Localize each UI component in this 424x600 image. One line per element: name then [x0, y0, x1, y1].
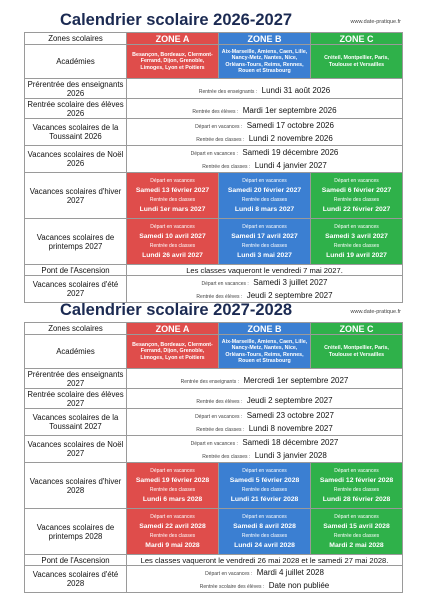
noel-label: Vacances scolaires de Noël 2026: [25, 146, 127, 173]
zone-c-header: ZONE C: [311, 323, 403, 335]
prerentree-value: [127, 79, 403, 99]
noel-value: [127, 436, 403, 463]
printemps-zone-a-rentree-caption: Rentrée des classes: [149, 242, 196, 249]
toussaint-depart-caption: Départ en vacances :: [195, 124, 243, 130]
zone-c-header: ZONE C: [311, 33, 403, 45]
zones-row: [25, 33, 403, 45]
printemps-label: Vacances scolaires de printemps 2027: [25, 219, 127, 265]
hiver-zone-b-depart-date: Samedi 20 février 2027: [227, 186, 302, 194]
toussaint-rentree-caption: Rentrée des classes :: [196, 137, 245, 143]
hiver-label: Vacances scolaires d'hiver 2028: [25, 463, 127, 509]
printemps-zone-c-rentree-date: Lundi 19 avril 2027: [326, 251, 387, 259]
hiver-label: Vacances scolaires d'hiver 2027: [25, 173, 127, 219]
ete-rentree-date: Jeudi 2 septembre 2027: [246, 291, 333, 300]
printemps-zone-c-depart-caption: Départ en vacances: [334, 513, 379, 520]
toussaint-depart-caption: Départ en vacances :: [195, 414, 243, 420]
ete-value: [127, 276, 403, 303]
printemps-zone-c-rentree-date: Mardi 2 mai 2028: [329, 541, 384, 549]
zone-b-academies: Aix-Marseille, Amiens, Caen, Lille, Nancy-Metz, Nantes, Nice, Orléans-Tours, Reims, Rennes, Rouen et Strasbourg: [219, 335, 311, 369]
zone-c-academies: Créteil, Montpellier, Paris, Toulouse et Versailles: [311, 335, 403, 369]
ascension-row: [25, 265, 403, 276]
prerentree-row: [25, 79, 403, 99]
hiver-zone-a-rentree-date: Lundi 1er mars 2027: [139, 205, 206, 213]
printemps-row: [25, 509, 403, 555]
prerentree-label: Prérentrée des enseignants 2027: [25, 369, 127, 389]
zone-b-header: ZONE B: [219, 323, 311, 335]
toussaint-depart-date: Samedi 17 octobre 2026: [246, 121, 334, 130]
site-url: www.date-pratique.fr: [350, 309, 401, 315]
rentree-label: Rentrée scolaire des élèves 2027: [25, 389, 127, 409]
hiver-zone-b-depart-date: Samedi 5 février 2028: [229, 476, 300, 484]
zones-row: [25, 323, 403, 335]
toussaint-value: [127, 119, 403, 146]
printemps-zone-c-rentree-caption: Rentrée des classes: [333, 532, 380, 539]
zone-b-academies: Aix-Marseille, Amiens, Caen, Lille, Nancy-Metz, Nantes, Nice, Orléans-Tours, Reims, Rennes, Rouen et Strasbourg: [219, 45, 311, 79]
prerentree-row: [25, 369, 403, 389]
hiver-zone-c: [311, 173, 403, 219]
printemps-zone-b-depart-caption: Départ en vacances: [242, 223, 287, 230]
rentree-row: [25, 389, 403, 409]
hiver-zone-b-rentree-caption: Rentrée des classes: [241, 196, 288, 203]
prerentree-date: Mercredi 1er septembre 2027: [243, 375, 349, 385]
printemps-zone-a: [127, 509, 219, 555]
printemps-zone-b-rentree-caption: Rentrée des classes: [241, 532, 288, 539]
zones-label: Zones scolaires: [25, 323, 127, 335]
calendar-title: Calendrier scolaire 2027-2028: [60, 301, 293, 319]
rentree-value: [127, 389, 403, 409]
site-url: www.date-pratique.fr: [350, 19, 401, 25]
toussaint-row: [25, 409, 403, 436]
prerentree-date: Lundi 31 août 2026: [261, 85, 331, 95]
noel-depart-date: Samedi 18 décembre 2027: [242, 438, 339, 447]
hiver-zone-a-depart-caption: Départ en vacances: [150, 177, 195, 184]
rentree-caption: Rentrée des élèves :: [192, 108, 239, 115]
printemps-zone-b: [219, 509, 311, 555]
noel-depart-date: Samedi 19 décembre 2026: [242, 148, 339, 157]
toussaint-label: Vacances scolaires de la Toussaint 2026: [25, 119, 127, 146]
noel-rentree-caption: Rentrée des classes :: [202, 454, 251, 460]
toussaint-row: [25, 119, 403, 146]
printemps-zone-c-depart-caption: Départ en vacances: [334, 223, 379, 230]
printemps-zone-a-depart-caption: Départ en vacances: [150, 513, 195, 520]
academies-row: [25, 335, 403, 369]
printemps-label: Vacances scolaires de printemps 2028: [25, 509, 127, 555]
hiver-zone-b: [219, 463, 311, 509]
hiver-zone-a: [127, 173, 219, 219]
printemps-zone-a-rentree-date: Lundi 26 avril 2027: [142, 251, 203, 259]
hiver-zone-c-depart-date: Samedi 12 février 2028: [319, 476, 394, 484]
hiver-zone-b: [219, 173, 311, 219]
hiver-zone-c-rentree-caption: Rentrée des classes: [333, 196, 380, 203]
prerentree-value: [127, 369, 403, 389]
noel-depart-caption: Départ en vacances :: [190, 151, 238, 157]
ascension-value: Les classes vaqueront le vendredi 7 mai 2027.: [127, 265, 403, 276]
ascension-row: [25, 555, 403, 566]
zones-label: Zones scolaires: [25, 33, 127, 45]
printemps-zone-b-rentree-caption: Rentrée des classes: [241, 242, 288, 249]
ete-depart-date: Mardi 4 juillet 2028: [256, 568, 324, 577]
ete-row: [25, 566, 403, 593]
toussaint-rentree-date: Lundi 8 novembre 2027: [248, 424, 333, 433]
hiver-zone-a-rentree-caption: Rentrée des classes: [149, 486, 196, 493]
academies-row: [25, 45, 403, 79]
academies-label: Académies: [25, 335, 127, 369]
noel-value: [127, 146, 403, 173]
prerentree-caption: Rentrée des enseignants :: [180, 378, 239, 385]
printemps-zone-b: [219, 219, 311, 265]
rentree-value: [127, 99, 403, 119]
toussaint-rentree-date: Lundi 2 novembre 2026: [248, 134, 333, 143]
calendar-table: [24, 32, 403, 303]
printemps-zone-c-depart-date: Samedi 15 avril 2028: [323, 522, 390, 530]
calendar-table: [24, 322, 403, 593]
printemps-zone-b-rentree-date: Lundi 24 avril 2028: [234, 541, 295, 549]
ete-rentree-date: Date non publiée: [268, 581, 330, 590]
ete-label: Vacances scolaires d'été 2027: [25, 276, 127, 303]
ete-depart-caption: Départ en vacances :: [201, 281, 249, 287]
printemps-zone-b-depart-date: Samedi 8 avril 2028: [233, 522, 296, 530]
hiver-zone-a-rentree-caption: Rentrée des classes: [149, 196, 196, 203]
noel-label: Vacances scolaires de Noël 2027: [25, 436, 127, 463]
zone-a-header: ZONE A: [127, 33, 219, 45]
noel-rentree-caption: Rentrée des classes :: [202, 164, 251, 170]
toussaint-depart-date: Samedi 23 octobre 2027: [246, 411, 334, 420]
noel-row: [25, 146, 403, 173]
zone-a-academies: Besançon, Bordeaux, Clermont-Ferrand, Dijon, Grenoble, Limoges, Lyon et Poitiers: [127, 335, 219, 369]
ete-rentree-caption: Rentrée des élèves :: [196, 294, 243, 300]
ascension-label: Pont de l'Ascension: [25, 265, 127, 276]
printemps-zone-b-depart-caption: Départ en vacances: [242, 513, 287, 520]
printemps-zone-b-rentree-date: Lundi 3 mai 2027: [237, 251, 292, 259]
rentree-caption: Rentrée des élèves :: [196, 398, 243, 405]
hiver-zone-c-rentree-caption: Rentrée des classes: [333, 486, 380, 493]
toussaint-value: [127, 409, 403, 436]
zone-a-academies: Besançon, Bordeaux, Clermont-Ferrand, Dijon, Grenoble, Limoges, Lyon et Poitiers: [127, 45, 219, 79]
ete-label: Vacances scolaires d'été 2028: [25, 566, 127, 593]
hiver-zone-a-rentree-date: Lundi 6 mars 2028: [142, 495, 203, 503]
hiver-zone-a-depart-caption: Départ en vacances: [150, 467, 195, 474]
rentree-date: Jeudi 2 septembre 2027: [246, 395, 333, 405]
printemps-row: [25, 219, 403, 265]
hiver-zone-b-depart-caption: Départ en vacances: [242, 467, 287, 474]
calendar-header: [24, 10, 403, 32]
hiver-zone-b-rentree-date: Lundi 8 mars 2027: [234, 205, 295, 213]
academies-label: Académies: [25, 45, 127, 79]
calendar-title: Calendrier scolaire 2026-2027: [60, 11, 293, 29]
prerentree-label: Prérentrée des enseignants 2026: [25, 79, 127, 99]
hiver-row: [25, 173, 403, 219]
rentree-label: Rentrée scolaire des élèves 2026: [25, 99, 127, 119]
ete-depart-caption: Départ en vacances :: [205, 571, 253, 577]
printemps-zone-a-rentree-date: Mardi 9 mai 2028: [145, 541, 200, 549]
toussaint-label: Vacances scolaires de la Toussaint 2027: [25, 409, 127, 436]
ete-value: [127, 566, 403, 593]
prerentree-caption: Rentrée des enseignants :: [198, 88, 258, 95]
hiver-zone-c-rentree-date: Lundi 28 février 2028: [322, 495, 391, 503]
noel-row: [25, 436, 403, 463]
ascension-label: Pont de l'Ascension: [25, 555, 127, 566]
zone-b-header: ZONE B: [219, 33, 311, 45]
hiver-zone-a: [127, 463, 219, 509]
rentree-row: [25, 99, 403, 119]
hiver-zone-c-depart-caption: Départ en vacances: [334, 467, 379, 474]
calendar-2026-2027: [24, 10, 403, 303]
printemps-zone-c-depart-date: Samedi 3 avril 2027: [325, 232, 388, 240]
printemps-zone-a-depart-caption: Départ en vacances: [150, 223, 195, 230]
printemps-zone-c: [311, 219, 403, 265]
hiver-zone-b-rentree-date: Lundi 21 février 2028: [230, 495, 299, 503]
zone-c-academies: Créteil, Montpellier, Paris, Toulouse et Versailles: [311, 45, 403, 79]
noel-rentree-date: Lundi 4 janvier 2027: [254, 161, 327, 170]
calendar-2027-2028: [24, 300, 403, 593]
hiver-zone-c-depart-caption: Départ en vacances: [334, 177, 379, 184]
ete-rentree-caption: Rentrée scolaire des élèves :: [199, 584, 265, 590]
ete-depart-date: Samedi 3 juillet 2027: [253, 278, 328, 287]
noel-depart-caption: Départ en vacances :: [190, 441, 238, 447]
toussaint-rentree-caption: Rentrée des classes :: [196, 427, 245, 433]
printemps-zone-a-depart-date: Samedi 10 avril 2027: [139, 232, 206, 240]
printemps-zone-a-depart-date: Samedi 22 avril 2028: [139, 522, 206, 530]
hiver-zone-b-depart-caption: Départ en vacances: [242, 177, 287, 184]
hiver-zone-b-rentree-caption: Rentrée des classes: [241, 486, 288, 493]
hiver-zone-c: [311, 463, 403, 509]
calendar-header: [24, 300, 403, 322]
ascension-value: Les classes vaqueront le vendredi 26 mai 2028 et le samedi 27 mai 2028.: [127, 555, 403, 566]
zone-a-header: ZONE A: [127, 323, 219, 335]
ete-row: [25, 276, 403, 303]
noel-rentree-date: Lundi 3 janvier 2028: [254, 451, 327, 460]
printemps-zone-a: [127, 219, 219, 265]
hiver-zone-c-rentree-date: Lundi 22 février 2027: [322, 205, 391, 213]
hiver-zone-a-depart-date: Samedi 19 février 2028: [135, 476, 210, 484]
printemps-zone-a-rentree-caption: Rentrée des classes: [149, 532, 196, 539]
hiver-row: [25, 463, 403, 509]
printemps-zone-c: [311, 509, 403, 555]
printemps-zone-c-rentree-caption: Rentrée des classes: [333, 242, 380, 249]
hiver-zone-c-depart-date: Samedi 6 février 2027: [321, 186, 392, 194]
rentree-date: Mardi 1er septembre 2026: [242, 105, 337, 115]
printemps-zone-b-depart-date: Samedi 17 avril 2027: [231, 232, 298, 240]
hiver-zone-a-depart-date: Samedi 13 février 2027: [135, 186, 210, 194]
